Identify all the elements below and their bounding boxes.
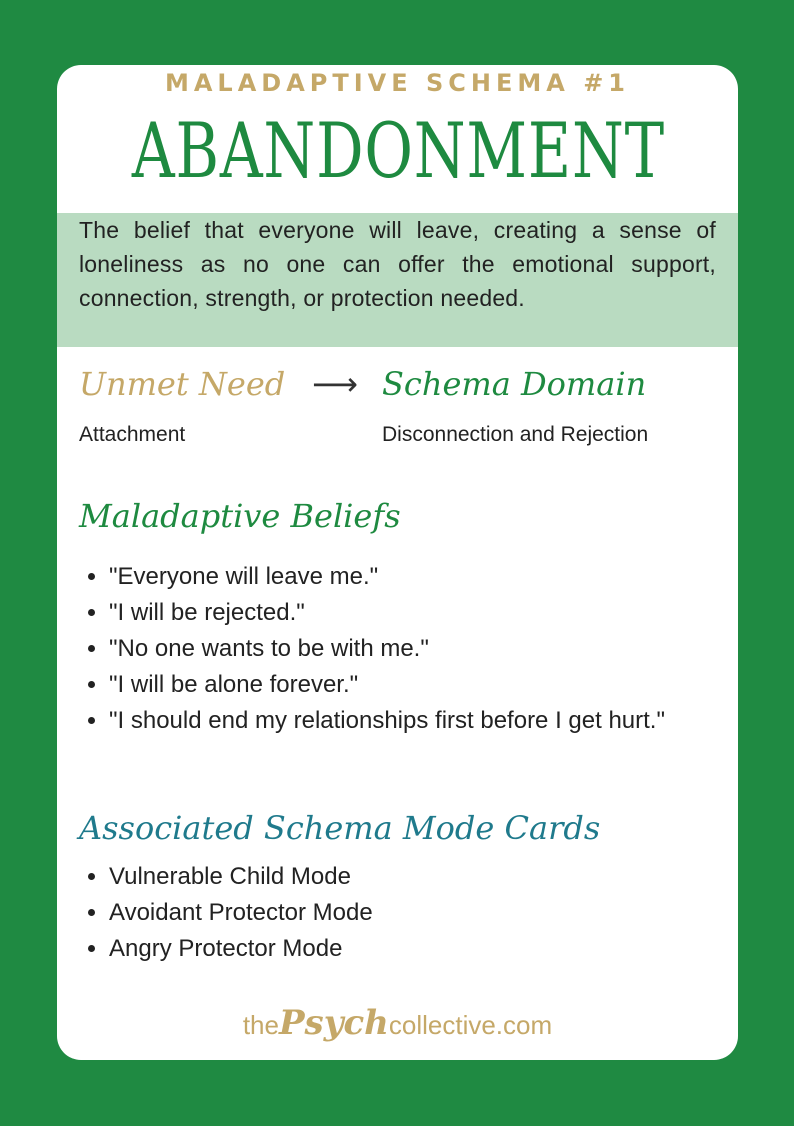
list-item: • Vulnerable Child Mode bbox=[109, 859, 709, 895]
beliefs-list bbox=[79, 559, 709, 739]
list-item: • "No one wants to be with me." bbox=[109, 631, 709, 667]
footer-brand: Psych bbox=[278, 1003, 389, 1043]
list-item: • "I will be alone forever." bbox=[109, 667, 709, 703]
list-item: • "I should end my relationships first before I get hurt." bbox=[109, 703, 709, 739]
arrow-right-icon: ⟶ bbox=[312, 365, 358, 403]
modes-heading: Associated Schema Mode Cards bbox=[79, 809, 601, 847]
schema-number: MALADAPTIVE SCHEMA #1 bbox=[164, 69, 631, 97]
schema-card bbox=[57, 65, 738, 1060]
list-item: • "I will be rejected." bbox=[109, 595, 709, 631]
schema-domain-label: Schema Domain bbox=[382, 365, 647, 403]
unmet-need-label: Unmet Need bbox=[79, 365, 286, 403]
modes-list bbox=[79, 859, 709, 967]
beliefs-heading: Maladaptive Beliefs bbox=[79, 497, 401, 535]
list-item: • "Everyone will leave me." bbox=[109, 559, 709, 595]
list-item: • Avoidant Protector Mode bbox=[109, 895, 709, 931]
schema-domain-value: Disconnection and Rejection bbox=[382, 423, 649, 446]
footer-post: collective.com bbox=[388, 1010, 553, 1040]
footer-logo bbox=[57, 1003, 738, 1043]
unmet-need-value: Attachment bbox=[79, 423, 186, 446]
definition-band bbox=[57, 213, 738, 347]
schema-title: ABANDONMENT bbox=[131, 106, 665, 195]
definition-text: The belief that everyone will leave, creating a sense of loneliness as no one can offer the emotional support, connection, strength, or protection needed. bbox=[79, 217, 716, 311]
list-item: • Angry Protector Mode bbox=[109, 931, 709, 967]
footer-pre: the bbox=[242, 1010, 279, 1040]
